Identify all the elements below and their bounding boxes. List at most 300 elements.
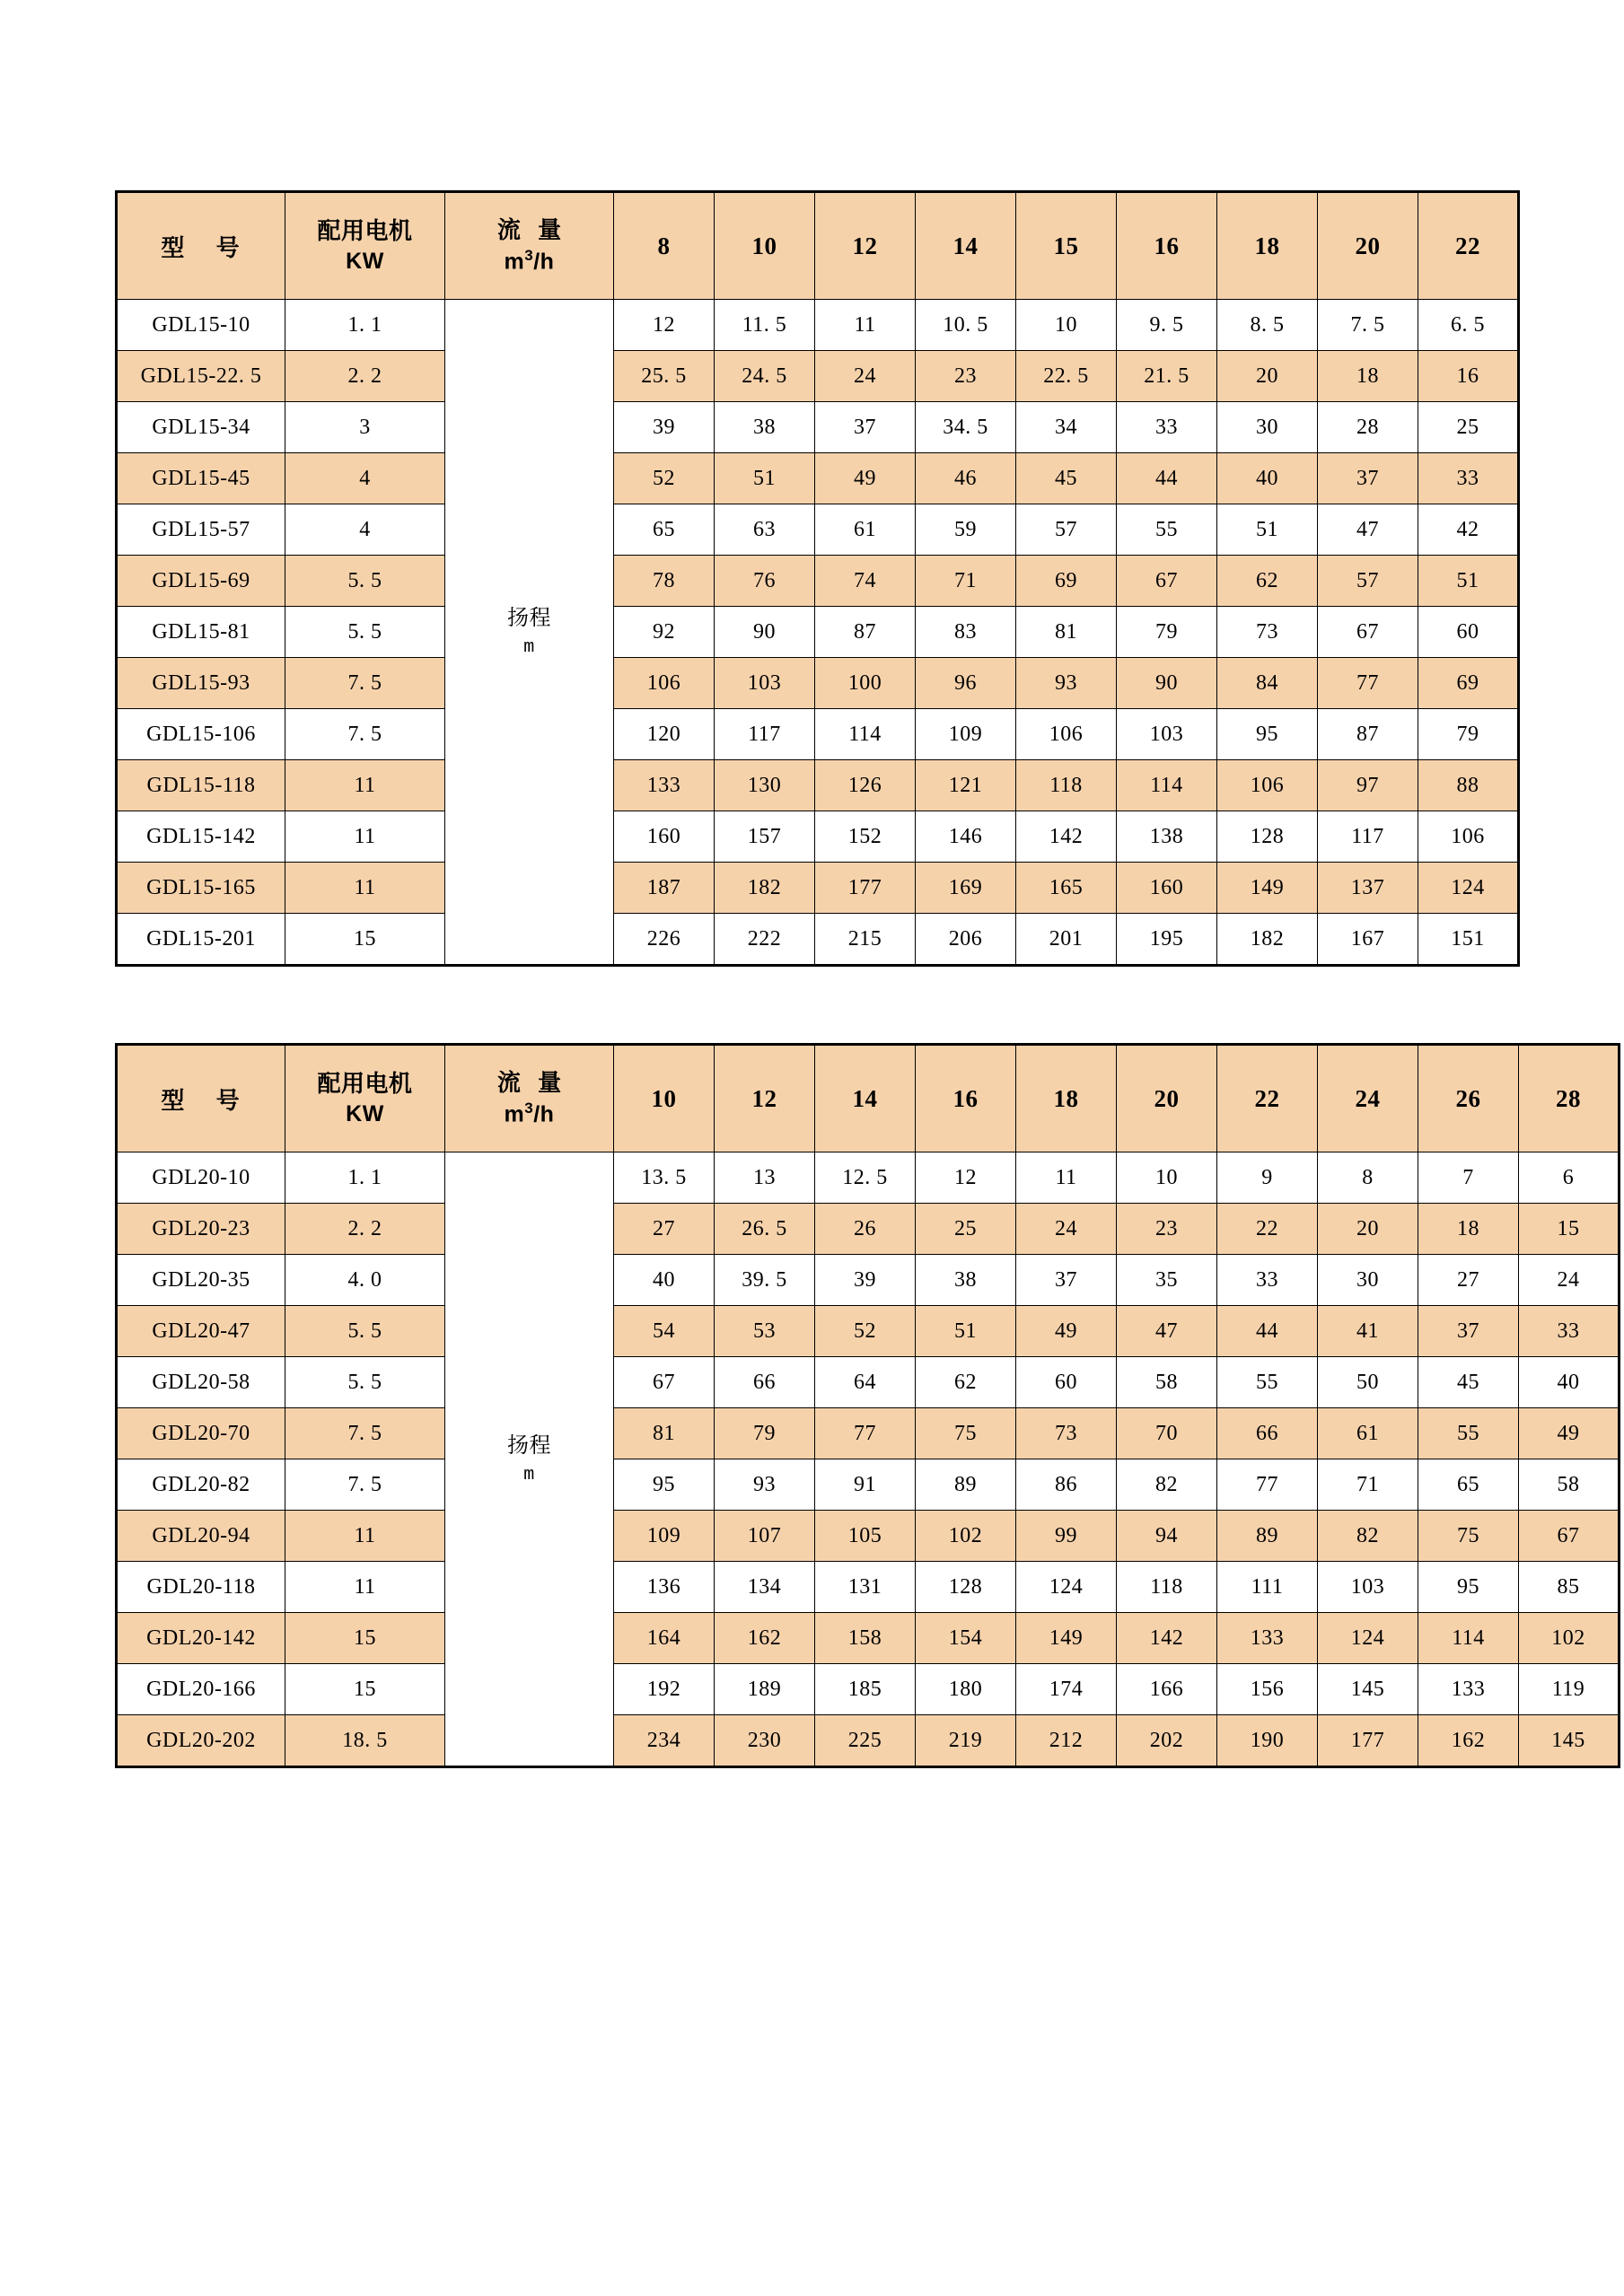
cell-head-value: 24 [1016, 1204, 1117, 1255]
cell-head-value: 7. 5 [1318, 300, 1418, 351]
cell-head-value: 151 [1418, 914, 1519, 966]
header-flow-value: 14 [815, 1045, 916, 1152]
cell-head-value: 59 [916, 504, 1016, 556]
cell-head-value: 180 [916, 1664, 1016, 1715]
cell-model: GDL20-35 [117, 1255, 285, 1306]
cell-head-value: 169 [916, 863, 1016, 914]
cell-head-value: 102 [916, 1511, 1016, 1562]
cell-head-value: 52 [614, 453, 715, 504]
cell-head-value: 124 [1318, 1613, 1418, 1664]
cell-head-value: 142 [1016, 811, 1117, 863]
cell-head-value: 91 [815, 1459, 916, 1511]
cell-head-value: 37 [1418, 1306, 1519, 1357]
cell-head-value: 162 [715, 1613, 815, 1664]
cell-head-value: 73 [1016, 1408, 1117, 1459]
cell-head-value: 67 [1519, 1511, 1620, 1562]
cell-head-value: 63 [715, 504, 815, 556]
cell-head-value: 24 [1519, 1255, 1620, 1306]
header-flow-value: 10 [715, 192, 815, 300]
cell-head-value: 47 [1318, 504, 1418, 556]
cell-head-value: 66 [715, 1357, 815, 1408]
cell-head-value: 40 [1217, 453, 1318, 504]
cell-head-value: 44 [1217, 1306, 1318, 1357]
cell-head-value: 89 [1217, 1511, 1318, 1562]
cell-head-label [445, 300, 614, 966]
cell-head-value: 55 [1418, 1408, 1519, 1459]
cell-head-value: 79 [1117, 607, 1217, 658]
cell-head-value: 37 [815, 402, 916, 453]
cell-head-value: 145 [1519, 1715, 1620, 1767]
cell-head-value: 164 [614, 1613, 715, 1664]
cell-head-value: 69 [1418, 658, 1519, 709]
header-flow-value: 16 [916, 1045, 1016, 1152]
cell-model: GDL20-142 [117, 1613, 285, 1664]
cell-head-value: 42 [1418, 504, 1519, 556]
cell-head-value: 109 [614, 1511, 715, 1562]
table-row [117, 1408, 1620, 1459]
cell-head-value: 13. 5 [614, 1152, 715, 1204]
cell-head-value: 47 [1117, 1306, 1217, 1357]
cell-head-value: 131 [815, 1562, 916, 1613]
cell-head-value: 21. 5 [1117, 351, 1217, 402]
cell-head-value: 6 [1519, 1152, 1620, 1204]
spec-table [115, 190, 1520, 967]
cell-model: GDL20-10 [117, 1152, 285, 1204]
header-flow-rate [445, 1045, 614, 1152]
spec-table-gdl20-container [115, 1043, 1620, 1768]
cell-head-value: 107 [715, 1511, 815, 1562]
cell-model: GDL15-93 [117, 658, 285, 709]
cell-head-value: 27 [1418, 1255, 1519, 1306]
spec-table [115, 1043, 1620, 1768]
cell-motor-power: 5. 5 [285, 1306, 445, 1357]
cell-head-value: 12 [614, 300, 715, 351]
cell-head-value: 30 [1318, 1255, 1418, 1306]
cell-head-value: 60 [1418, 607, 1519, 658]
cell-head-value: 93 [715, 1459, 815, 1511]
head-label-text: 扬程 [507, 606, 551, 630]
cell-head-value: 128 [1217, 811, 1318, 863]
cell-model: GDL15-22. 5 [117, 351, 285, 402]
header-flow-rate [445, 192, 614, 300]
header-motor-power [285, 192, 445, 300]
cell-head-value: 100 [815, 658, 916, 709]
cell-head-value: 85 [1519, 1562, 1620, 1613]
header-flow-value: 20 [1318, 192, 1418, 300]
cell-head-value: 90 [1117, 658, 1217, 709]
cell-head-value: 174 [1016, 1664, 1117, 1715]
cell-head-value: 55 [1117, 504, 1217, 556]
cell-head-value: 49 [1519, 1408, 1620, 1459]
cell-head-value: 10 [1016, 300, 1117, 351]
table-row [117, 709, 1519, 760]
cell-head-value: 45 [1418, 1357, 1519, 1408]
spec-table-gdl15-container [115, 190, 1520, 967]
cell-head-value: 134 [715, 1562, 815, 1613]
header-flow-value: 16 [1117, 192, 1217, 300]
cell-head-value: 226 [614, 914, 715, 966]
cell-head-value: 9. 5 [1117, 300, 1217, 351]
cell-head-value: 41 [1318, 1306, 1418, 1357]
header-flow-value: 12 [815, 192, 916, 300]
cell-head-value: 52 [815, 1306, 916, 1357]
header-flow-value: 18 [1217, 192, 1318, 300]
cell-model: GDL15-69 [117, 556, 285, 607]
header-flow-value: 28 [1519, 1045, 1620, 1152]
table-row [117, 351, 1519, 402]
cell-head-value: 53 [715, 1306, 815, 1357]
cell-head-value: 25. 5 [614, 351, 715, 402]
table-row [117, 1357, 1620, 1408]
cell-motor-power: 7. 5 [285, 658, 445, 709]
header-flow-value: 12 [715, 1045, 815, 1152]
cell-head-value: 118 [1016, 760, 1117, 811]
table-header-row [117, 192, 1519, 300]
cell-model: GDL15-118 [117, 760, 285, 811]
cell-head-value: 109 [916, 709, 1016, 760]
table-row [117, 504, 1519, 556]
cell-head-value: 65 [1418, 1459, 1519, 1511]
header-flow-rate-unit: $m^3/h$ [504, 247, 555, 275]
cell-head-value: 95 [1418, 1562, 1519, 1613]
table-row [117, 1511, 1620, 1562]
cell-motor-power: 11 [285, 863, 445, 914]
cell-motor-power: 1. 1 [285, 1152, 445, 1204]
cell-head-value: 177 [815, 863, 916, 914]
cell-head-value: 66 [1217, 1408, 1318, 1459]
cell-head-value: 215 [815, 914, 916, 966]
cell-motor-power: 7. 5 [285, 1459, 445, 1511]
cell-head-value: 51 [916, 1306, 1016, 1357]
cell-motor-power: 3 [285, 402, 445, 453]
header-motor-power [285, 1045, 445, 1152]
cell-model: GDL20-58 [117, 1357, 285, 1408]
cell-head-value: 230 [715, 1715, 815, 1767]
cell-head-value: 195 [1117, 914, 1217, 966]
cell-head-value: 46 [916, 453, 1016, 504]
cell-head-value: 62 [916, 1357, 1016, 1408]
cell-head-value: 76 [715, 556, 815, 607]
cell-head-value: 71 [916, 556, 1016, 607]
cell-head-value: 49 [815, 453, 916, 504]
cell-head-value: 202 [1117, 1715, 1217, 1767]
cell-head-value: 149 [1016, 1613, 1117, 1664]
cell-head-value: 201 [1016, 914, 1117, 966]
cell-motor-power: 15 [285, 914, 445, 966]
table-row [117, 914, 1519, 966]
table-row [117, 1152, 1620, 1204]
cell-head-value: 35 [1117, 1255, 1217, 1306]
cell-head-value: 40 [1519, 1357, 1620, 1408]
cell-head-value: 24. 5 [715, 351, 815, 402]
cell-head-value: 95 [614, 1459, 715, 1511]
cell-head-label [445, 1152, 614, 1767]
cell-head-value: 105 [815, 1511, 916, 1562]
cell-head-value: 25 [1418, 402, 1519, 453]
table-row [117, 1204, 1620, 1255]
cell-head-value: 82 [1117, 1459, 1217, 1511]
cell-head-value: 182 [1217, 914, 1318, 966]
cell-head-value: 158 [815, 1613, 916, 1664]
cell-head-value: 96 [916, 658, 1016, 709]
header-flow-value: 10 [614, 1045, 715, 1152]
cell-head-value: 61 [1318, 1408, 1418, 1459]
cell-model: GDL15-10 [117, 300, 285, 351]
cell-head-value: 39 [815, 1255, 916, 1306]
cell-head-value: 185 [815, 1664, 916, 1715]
cell-head-value: 146 [916, 811, 1016, 863]
cell-motor-power: 11 [285, 811, 445, 863]
cell-head-value: 30 [1217, 402, 1318, 453]
cell-head-value: 12. 5 [815, 1152, 916, 1204]
cell-model: GDL15-81 [117, 607, 285, 658]
cell-motor-power: 4 [285, 453, 445, 504]
cell-head-value: 114 [1117, 760, 1217, 811]
header-motor-power-unit: KW [346, 248, 384, 274]
cell-head-value: 130 [715, 760, 815, 811]
cell-head-value: 154 [916, 1613, 1016, 1664]
cell-head-value: 133 [1418, 1664, 1519, 1715]
cell-head-value: 167 [1318, 914, 1418, 966]
cell-head-value: 106 [1418, 811, 1519, 863]
cell-head-value: 50 [1318, 1357, 1418, 1408]
cell-head-value: 51 [1418, 556, 1519, 607]
cell-head-value: 9 [1217, 1152, 1318, 1204]
cell-head-value: 120 [614, 709, 715, 760]
cell-model: GDL20-118 [117, 1562, 285, 1613]
cell-head-value: 6. 5 [1418, 300, 1519, 351]
cell-head-value: 160 [614, 811, 715, 863]
cell-model: GDL15-45 [117, 453, 285, 504]
cell-head-value: 58 [1519, 1459, 1620, 1511]
cell-motor-power: 15 [285, 1664, 445, 1715]
cell-head-value: 93 [1016, 658, 1117, 709]
header-flow-value: 24 [1318, 1045, 1418, 1152]
cell-head-value: 8 [1318, 1152, 1418, 1204]
cell-head-value: 12 [916, 1152, 1016, 1204]
cell-head-value: 128 [916, 1562, 1016, 1613]
cell-head-value: 102 [1519, 1613, 1620, 1664]
head-label-unit: m [523, 1464, 535, 1485]
table-row [117, 760, 1519, 811]
cell-head-value: 67 [614, 1357, 715, 1408]
cell-head-value: 33 [1117, 402, 1217, 453]
cell-head-value: 225 [815, 1715, 916, 1767]
cell-head-value: 74 [815, 556, 916, 607]
table-row [117, 607, 1519, 658]
head-label-unit: m [523, 637, 535, 658]
cell-head-value: 90 [715, 607, 815, 658]
header-flow-value: 20 [1117, 1045, 1217, 1152]
cell-head-value: 49 [1016, 1306, 1117, 1357]
cell-head-value: 25 [916, 1204, 1016, 1255]
cell-model: GDL20-23 [117, 1204, 285, 1255]
cell-head-value: 77 [1217, 1459, 1318, 1511]
cell-head-value: 54 [614, 1306, 715, 1357]
cell-head-value: 94 [1117, 1511, 1217, 1562]
table-row [117, 1664, 1620, 1715]
cell-head-value: 75 [1418, 1511, 1519, 1562]
cell-head-value: 67 [1117, 556, 1217, 607]
table-row [117, 658, 1519, 709]
cell-motor-power: 4. 0 [285, 1255, 445, 1306]
cell-head-value: 111 [1217, 1562, 1318, 1613]
cell-motor-power: 11 [285, 760, 445, 811]
cell-head-value: 20 [1217, 351, 1318, 402]
cell-head-value: 124 [1418, 863, 1519, 914]
cell-model: GDL15-142 [117, 811, 285, 863]
header-flow-value: 26 [1418, 1045, 1519, 1152]
cell-head-value: 165 [1016, 863, 1117, 914]
cell-head-value: 133 [614, 760, 715, 811]
cell-motor-power: 2. 2 [285, 351, 445, 402]
cell-head-value: 24 [815, 351, 916, 402]
cell-head-value: 88 [1418, 760, 1519, 811]
cell-model: GDL15-106 [117, 709, 285, 760]
cell-head-value: 67 [1318, 607, 1418, 658]
cell-model: GDL20-47 [117, 1306, 285, 1357]
cell-head-value: 87 [815, 607, 916, 658]
cell-model: GDL15-201 [117, 914, 285, 966]
cell-head-value: 40 [614, 1255, 715, 1306]
cell-head-value: 87 [1318, 709, 1418, 760]
cell-motor-power: 2. 2 [285, 1204, 445, 1255]
cell-head-value: 10 [1117, 1152, 1217, 1204]
cell-head-value: 7 [1418, 1152, 1519, 1204]
cell-motor-power: 18. 5 [285, 1715, 445, 1767]
cell-head-value: 57 [1318, 556, 1418, 607]
header-motor-power-line1: 配用电机 [317, 216, 413, 244]
header-motor-power-line1: 配用电机 [317, 1069, 413, 1097]
cell-head-value: 190 [1217, 1715, 1318, 1767]
table-row [117, 556, 1519, 607]
cell-head-value: 192 [614, 1664, 715, 1715]
cell-head-value: 117 [715, 709, 815, 760]
header-model: 型 号 [117, 192, 285, 300]
cell-head-value: 99 [1016, 1511, 1117, 1562]
cell-head-value: 81 [614, 1408, 715, 1459]
cell-head-value: 82 [1318, 1511, 1418, 1562]
cell-head-value: 219 [916, 1715, 1016, 1767]
cell-model: GDL20-70 [117, 1408, 285, 1459]
cell-head-value: 145 [1318, 1664, 1418, 1715]
cell-head-value: 38 [715, 402, 815, 453]
table-row [117, 402, 1519, 453]
cell-head-value: 89 [916, 1459, 1016, 1511]
header-flow-value: 15 [1016, 192, 1117, 300]
cell-head-value: 79 [715, 1408, 815, 1459]
cell-head-value: 92 [614, 607, 715, 658]
cell-head-value: 103 [1117, 709, 1217, 760]
header-flow-value: 22 [1217, 1045, 1318, 1152]
cell-head-value: 33 [1217, 1255, 1318, 1306]
cell-model: GDL20-202 [117, 1715, 285, 1767]
cell-head-value: 95 [1217, 709, 1318, 760]
cell-head-value: 97 [1318, 760, 1418, 811]
cell-head-value: 212 [1016, 1715, 1117, 1767]
cell-head-value: 22 [1217, 1204, 1318, 1255]
cell-head-value: 10. 5 [916, 300, 1016, 351]
table-row [117, 1715, 1620, 1767]
cell-head-value: 70 [1117, 1408, 1217, 1459]
cell-head-value: 103 [1318, 1562, 1418, 1613]
cell-head-value: 65 [614, 504, 715, 556]
table-row [117, 1613, 1620, 1664]
cell-head-value: 28 [1318, 402, 1418, 453]
cell-head-value: 83 [916, 607, 1016, 658]
cell-head-value: 18 [1318, 351, 1418, 402]
cell-head-value: 18 [1418, 1204, 1519, 1255]
table-header-row [117, 1045, 1620, 1152]
cell-head-value: 206 [916, 914, 1016, 966]
cell-head-value: 137 [1318, 863, 1418, 914]
cell-motor-power: 15 [285, 1613, 445, 1664]
cell-model: GDL15-165 [117, 863, 285, 914]
cell-head-value: 121 [916, 760, 1016, 811]
header-flow-rate-unit: $m^3/h$ [504, 1100, 555, 1127]
cell-head-value: 106 [614, 658, 715, 709]
cell-head-value: 60 [1016, 1357, 1117, 1408]
table-row [117, 300, 1519, 351]
cell-model: GDL15-34 [117, 402, 285, 453]
cell-head-value: 39. 5 [715, 1255, 815, 1306]
cell-head-value: 44 [1117, 453, 1217, 504]
cell-head-value: 33 [1519, 1306, 1620, 1357]
cell-head-value: 62 [1217, 556, 1318, 607]
cell-head-value: 79 [1418, 709, 1519, 760]
cell-head-value: 51 [1217, 504, 1318, 556]
header-flow-value: 14 [916, 192, 1016, 300]
cell-head-value: 182 [715, 863, 815, 914]
cell-head-value: 114 [1418, 1613, 1519, 1664]
cell-head-value: 84 [1217, 658, 1318, 709]
cell-head-value: 166 [1117, 1664, 1217, 1715]
cell-head-value: 38 [916, 1255, 1016, 1306]
cell-head-value: 106 [1217, 760, 1318, 811]
cell-head-value: 58 [1117, 1357, 1217, 1408]
cell-head-value: 45 [1016, 453, 1117, 504]
cell-head-value: 13 [715, 1152, 815, 1204]
cell-head-value: 71 [1318, 1459, 1418, 1511]
cell-head-value: 187 [614, 863, 715, 914]
header-flow-rate-line1: 流 量 [496, 1068, 567, 1096]
table-row [117, 1562, 1620, 1613]
cell-head-value: 162 [1418, 1715, 1519, 1767]
head-label-text: 扬程 [507, 1433, 551, 1458]
cell-head-value: 11. 5 [715, 300, 815, 351]
cell-head-value: 103 [715, 658, 815, 709]
cell-head-value: 81 [1016, 607, 1117, 658]
header-model: 型 号 [117, 1045, 285, 1152]
cell-head-value: 133 [1217, 1613, 1318, 1664]
table-row [117, 863, 1519, 914]
cell-motor-power: 11 [285, 1562, 445, 1613]
cell-model: GDL20-94 [117, 1511, 285, 1562]
cell-head-value: 118 [1117, 1562, 1217, 1613]
cell-head-value: 34 [1016, 402, 1117, 453]
header-flow-value: 18 [1016, 1045, 1117, 1152]
cell-head-value: 26 [815, 1204, 916, 1255]
cell-head-value: 37 [1016, 1255, 1117, 1306]
cell-head-value: 20 [1318, 1204, 1418, 1255]
cell-head-value: 33 [1418, 453, 1519, 504]
cell-head-value: 57 [1016, 504, 1117, 556]
cell-head-value: 149 [1217, 863, 1318, 914]
cell-motor-power: 1. 1 [285, 300, 445, 351]
cell-head-value: 27 [614, 1204, 715, 1255]
cell-head-value: 77 [1318, 658, 1418, 709]
header-flow-rate-line1: 流 量 [496, 215, 567, 243]
